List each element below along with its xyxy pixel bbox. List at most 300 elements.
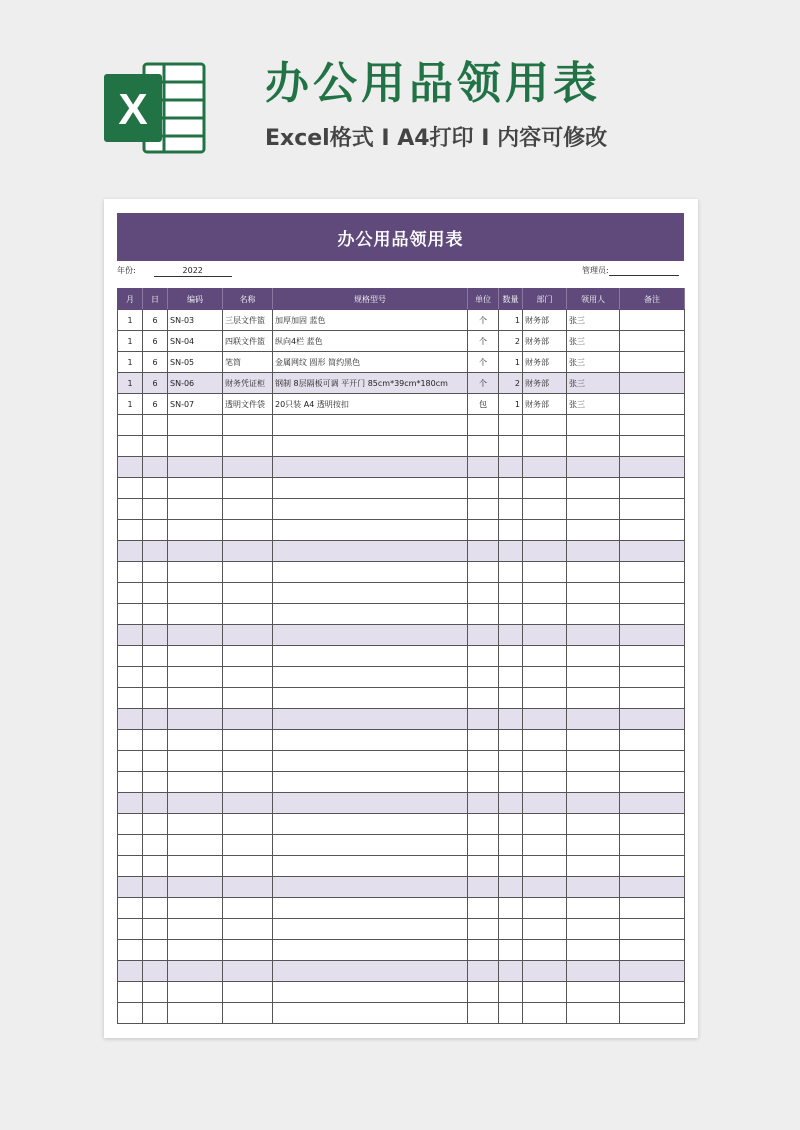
cell-spec[interactable]	[273, 562, 468, 583]
cell-remark[interactable]	[620, 940, 685, 961]
cell-day[interactable]	[143, 520, 168, 541]
cell-month[interactable]	[118, 562, 143, 583]
cell-quantity[interactable]: 2	[499, 373, 523, 394]
cell-unit[interactable]	[468, 499, 499, 520]
cell-month[interactable]	[118, 730, 143, 751]
cell-month[interactable]	[118, 499, 143, 520]
cell-unit[interactable]	[468, 709, 499, 730]
cell-recipient[interactable]	[567, 499, 620, 520]
cell-recipient[interactable]	[567, 415, 620, 436]
cell-month[interactable]	[118, 940, 143, 961]
cell-recipient[interactable]	[567, 982, 620, 1003]
cell-remark[interactable]	[620, 982, 685, 1003]
cell-month[interactable]: 1	[118, 394, 143, 415]
cell-recipient[interactable]	[567, 604, 620, 625]
cell-remark[interactable]	[620, 331, 685, 352]
cell-remark[interactable]	[620, 961, 685, 982]
cell-day[interactable]: 6	[143, 310, 168, 331]
cell-remark[interactable]	[620, 688, 685, 709]
cell-quantity[interactable]	[499, 457, 523, 478]
cell-name[interactable]	[223, 1003, 273, 1024]
cell-day[interactable]	[143, 562, 168, 583]
cell-name[interactable]	[223, 520, 273, 541]
cell-month[interactable]	[118, 898, 143, 919]
cell-quantity[interactable]	[499, 625, 523, 646]
cell-quantity[interactable]	[499, 751, 523, 772]
cell-remark[interactable]	[620, 499, 685, 520]
cell-spec[interactable]	[273, 457, 468, 478]
cell-spec[interactable]	[273, 730, 468, 751]
cell-quantity[interactable]	[499, 415, 523, 436]
cell-month[interactable]	[118, 415, 143, 436]
cell-day[interactable]: 6	[143, 394, 168, 415]
cell-quantity[interactable]: 1	[499, 310, 523, 331]
cell-unit[interactable]	[468, 961, 499, 982]
cell-month[interactable]	[118, 961, 143, 982]
cell-remark[interactable]	[620, 310, 685, 331]
cell-day[interactable]	[143, 751, 168, 772]
cell-remark[interactable]	[620, 919, 685, 940]
cell-remark[interactable]	[620, 373, 685, 394]
cell-unit[interactable]	[468, 667, 499, 688]
cell-recipient[interactable]	[567, 562, 620, 583]
manager-value[interactable]	[609, 265, 679, 276]
cell-spec[interactable]: 纵向4栏 蓝色	[273, 331, 468, 352]
cell-remark[interactable]	[620, 856, 685, 877]
cell-name[interactable]	[223, 772, 273, 793]
cell-month[interactable]	[118, 835, 143, 856]
cell-code[interactable]	[168, 667, 223, 688]
cell-unit[interactable]	[468, 856, 499, 877]
cell-month[interactable]	[118, 688, 143, 709]
cell-day[interactable]	[143, 877, 168, 898]
cell-recipient[interactable]	[567, 898, 620, 919]
cell-recipient[interactable]	[567, 646, 620, 667]
cell-month[interactable]	[118, 541, 143, 562]
cell-code[interactable]	[168, 793, 223, 814]
cell-day[interactable]	[143, 709, 168, 730]
cell-day[interactable]	[143, 982, 168, 1003]
cell-name[interactable]: 三层文件篮	[223, 310, 273, 331]
cell-department[interactable]	[523, 667, 567, 688]
cell-unit[interactable]	[468, 898, 499, 919]
cell-unit[interactable]	[468, 688, 499, 709]
cell-recipient[interactable]	[567, 877, 620, 898]
cell-code[interactable]	[168, 709, 223, 730]
cell-department[interactable]	[523, 478, 567, 499]
cell-department[interactable]	[523, 688, 567, 709]
cell-spec[interactable]	[273, 667, 468, 688]
cell-month[interactable]	[118, 772, 143, 793]
cell-code[interactable]: SN-04	[168, 331, 223, 352]
cell-name[interactable]	[223, 499, 273, 520]
cell-spec[interactable]	[273, 436, 468, 457]
cell-code[interactable]	[168, 1003, 223, 1024]
cell-name[interactable]	[223, 646, 273, 667]
cell-remark[interactable]	[620, 814, 685, 835]
cell-recipient[interactable]: 张三	[567, 394, 620, 415]
cell-department[interactable]	[523, 751, 567, 772]
cell-quantity[interactable]: 1	[499, 352, 523, 373]
cell-unit[interactable]	[468, 625, 499, 646]
cell-remark[interactable]	[620, 877, 685, 898]
cell-department[interactable]: 财务部	[523, 394, 567, 415]
cell-name[interactable]	[223, 625, 273, 646]
cell-recipient[interactable]	[567, 940, 620, 961]
cell-month[interactable]: 1	[118, 373, 143, 394]
cell-day[interactable]	[143, 940, 168, 961]
cell-unit[interactable]	[468, 415, 499, 436]
cell-remark[interactable]	[620, 793, 685, 814]
cell-spec[interactable]	[273, 877, 468, 898]
cell-name[interactable]	[223, 961, 273, 982]
cell-unit[interactable]	[468, 1003, 499, 1024]
cell-name[interactable]	[223, 919, 273, 940]
cell-month[interactable]	[118, 436, 143, 457]
cell-day[interactable]	[143, 1003, 168, 1024]
cell-department[interactable]	[523, 814, 567, 835]
cell-day[interactable]	[143, 835, 168, 856]
cell-spec[interactable]	[273, 709, 468, 730]
cell-unit[interactable]: 个	[468, 331, 499, 352]
cell-code[interactable]: SN-03	[168, 310, 223, 331]
cell-department[interactable]	[523, 541, 567, 562]
cell-remark[interactable]	[620, 457, 685, 478]
cell-month[interactable]	[118, 646, 143, 667]
cell-spec[interactable]	[273, 415, 468, 436]
cell-name[interactable]	[223, 688, 273, 709]
cell-spec[interactable]: 金属网纹 圆形 简约黑色	[273, 352, 468, 373]
cell-unit[interactable]	[468, 646, 499, 667]
cell-code[interactable]	[168, 562, 223, 583]
cell-code[interactable]: SN-06	[168, 373, 223, 394]
cell-recipient[interactable]	[567, 856, 620, 877]
cell-month[interactable]	[118, 751, 143, 772]
cell-spec[interactable]	[273, 604, 468, 625]
cell-spec[interactable]	[273, 478, 468, 499]
cell-spec[interactable]	[273, 961, 468, 982]
cell-month[interactable]	[118, 625, 143, 646]
cell-unit[interactable]	[468, 751, 499, 772]
cell-unit[interactable]	[468, 940, 499, 961]
cell-unit[interactable]	[468, 562, 499, 583]
cell-code[interactable]	[168, 520, 223, 541]
cell-code[interactable]: SN-05	[168, 352, 223, 373]
cell-recipient[interactable]: 张三	[567, 331, 620, 352]
cell-code[interactable]	[168, 415, 223, 436]
cell-unit[interactable]	[468, 814, 499, 835]
cell-spec[interactable]	[273, 940, 468, 961]
cell-unit[interactable]	[468, 583, 499, 604]
cell-month[interactable]: 1	[118, 331, 143, 352]
cell-name[interactable]	[223, 667, 273, 688]
cell-month[interactable]	[118, 982, 143, 1003]
cell-name[interactable]: 笔筒	[223, 352, 273, 373]
cell-department[interactable]	[523, 835, 567, 856]
cell-quantity[interactable]	[499, 604, 523, 625]
cell-code[interactable]	[168, 877, 223, 898]
cell-recipient[interactable]	[567, 835, 620, 856]
cell-remark[interactable]	[620, 352, 685, 373]
cell-code[interactable]	[168, 940, 223, 961]
cell-quantity[interactable]	[499, 709, 523, 730]
cell-day[interactable]	[143, 478, 168, 499]
cell-day[interactable]	[143, 541, 168, 562]
cell-remark[interactable]	[620, 667, 685, 688]
cell-quantity[interactable]	[499, 562, 523, 583]
cell-spec[interactable]	[273, 520, 468, 541]
cell-spec[interactable]: 钢制 8层隔板可调 平开门 85cm*39cm*180cm	[273, 373, 468, 394]
cell-day[interactable]	[143, 898, 168, 919]
cell-name[interactable]	[223, 709, 273, 730]
cell-department[interactable]	[523, 583, 567, 604]
cell-spec[interactable]	[273, 982, 468, 1003]
cell-department[interactable]	[523, 604, 567, 625]
cell-code[interactable]	[168, 457, 223, 478]
cell-recipient[interactable]	[567, 520, 620, 541]
cell-code[interactable]	[168, 583, 223, 604]
cell-day[interactable]: 6	[143, 352, 168, 373]
cell-code[interactable]	[168, 751, 223, 772]
cell-day[interactable]	[143, 856, 168, 877]
cell-department[interactable]	[523, 730, 567, 751]
cell-remark[interactable]	[620, 751, 685, 772]
cell-day[interactable]	[143, 919, 168, 940]
cell-unit[interactable]	[468, 730, 499, 751]
cell-code[interactable]: SN-07	[168, 394, 223, 415]
cell-code[interactable]	[168, 898, 223, 919]
cell-quantity[interactable]	[499, 688, 523, 709]
cell-month[interactable]	[118, 793, 143, 814]
cell-spec[interactable]	[273, 814, 468, 835]
cell-spec[interactable]	[273, 625, 468, 646]
cell-remark[interactable]	[620, 1003, 685, 1024]
cell-unit[interactable]	[468, 436, 499, 457]
cell-name[interactable]	[223, 604, 273, 625]
cell-name[interactable]	[223, 877, 273, 898]
cell-name[interactable]: 透明文件袋	[223, 394, 273, 415]
cell-department[interactable]: 财务部	[523, 373, 567, 394]
cell-day[interactable]	[143, 646, 168, 667]
cell-unit[interactable]	[468, 604, 499, 625]
cell-department[interactable]	[523, 499, 567, 520]
cell-spec[interactable]	[273, 898, 468, 919]
cell-day[interactable]	[143, 772, 168, 793]
cell-code[interactable]	[168, 436, 223, 457]
cell-name[interactable]	[223, 982, 273, 1003]
cell-quantity[interactable]	[499, 1003, 523, 1024]
cell-day[interactable]	[143, 667, 168, 688]
cell-name[interactable]	[223, 793, 273, 814]
cell-name[interactable]	[223, 856, 273, 877]
cell-department[interactable]	[523, 436, 567, 457]
cell-quantity[interactable]	[499, 499, 523, 520]
cell-recipient[interactable]	[567, 751, 620, 772]
cell-day[interactable]	[143, 625, 168, 646]
cell-spec[interactable]	[273, 793, 468, 814]
cell-month[interactable]	[118, 877, 143, 898]
cell-department[interactable]	[523, 625, 567, 646]
cell-spec[interactable]	[273, 646, 468, 667]
cell-day[interactable]	[143, 793, 168, 814]
cell-month[interactable]	[118, 814, 143, 835]
cell-name[interactable]	[223, 436, 273, 457]
cell-month[interactable]	[118, 919, 143, 940]
cell-name[interactable]	[223, 940, 273, 961]
cell-spec[interactable]	[273, 751, 468, 772]
cell-name[interactable]: 四联文件篮	[223, 331, 273, 352]
cell-name[interactable]	[223, 583, 273, 604]
cell-code[interactable]	[168, 730, 223, 751]
cell-department[interactable]	[523, 457, 567, 478]
cell-quantity[interactable]	[499, 583, 523, 604]
cell-name[interactable]	[223, 814, 273, 835]
cell-unit[interactable]	[468, 793, 499, 814]
cell-name[interactable]	[223, 898, 273, 919]
cell-department[interactable]	[523, 562, 567, 583]
cell-unit[interactable]	[468, 541, 499, 562]
cell-spec[interactable]	[273, 919, 468, 940]
cell-recipient[interactable]	[567, 730, 620, 751]
cell-day[interactable]	[143, 961, 168, 982]
cell-spec[interactable]	[273, 856, 468, 877]
cell-quantity[interactable]: 2	[499, 331, 523, 352]
cell-recipient[interactable]	[567, 667, 620, 688]
cell-quantity[interactable]	[499, 919, 523, 940]
cell-name[interactable]	[223, 415, 273, 436]
cell-spec[interactable]	[273, 541, 468, 562]
cell-recipient[interactable]	[567, 625, 620, 646]
cell-remark[interactable]	[620, 709, 685, 730]
cell-department[interactable]	[523, 919, 567, 940]
cell-spec[interactable]	[273, 583, 468, 604]
cell-code[interactable]	[168, 625, 223, 646]
cell-quantity[interactable]	[499, 961, 523, 982]
cell-recipient[interactable]	[567, 688, 620, 709]
cell-unit[interactable]	[468, 457, 499, 478]
cell-day[interactable]	[143, 499, 168, 520]
cell-spec[interactable]: 加厚加固 蓝色	[273, 310, 468, 331]
cell-name[interactable]	[223, 562, 273, 583]
cell-name[interactable]	[223, 835, 273, 856]
cell-month[interactable]	[118, 457, 143, 478]
cell-month[interactable]	[118, 583, 143, 604]
cell-day[interactable]: 6	[143, 331, 168, 352]
cell-department[interactable]	[523, 709, 567, 730]
cell-remark[interactable]	[620, 772, 685, 793]
cell-day[interactable]	[143, 730, 168, 751]
cell-recipient[interactable]	[567, 1003, 620, 1024]
cell-code[interactable]	[168, 772, 223, 793]
cell-unit[interactable]	[468, 982, 499, 1003]
cell-recipient[interactable]	[567, 436, 620, 457]
cell-code[interactable]	[168, 478, 223, 499]
cell-name[interactable]	[223, 541, 273, 562]
cell-unit[interactable]: 个	[468, 352, 499, 373]
cell-recipient[interactable]: 张三	[567, 352, 620, 373]
cell-remark[interactable]	[620, 646, 685, 667]
cell-month[interactable]	[118, 1003, 143, 1024]
cell-quantity[interactable]	[499, 730, 523, 751]
cell-spec[interactable]	[273, 688, 468, 709]
cell-spec[interactable]	[273, 835, 468, 856]
cell-department[interactable]	[523, 961, 567, 982]
cell-department[interactable]: 财务部	[523, 310, 567, 331]
cell-code[interactable]	[168, 646, 223, 667]
cell-name[interactable]	[223, 457, 273, 478]
cell-department[interactable]	[523, 877, 567, 898]
cell-department[interactable]	[523, 793, 567, 814]
cell-department[interactable]	[523, 940, 567, 961]
cell-month[interactable]	[118, 520, 143, 541]
cell-department[interactable]	[523, 1003, 567, 1024]
cell-department[interactable]	[523, 772, 567, 793]
cell-quantity[interactable]	[499, 772, 523, 793]
cell-remark[interactable]	[620, 415, 685, 436]
cell-quantity[interactable]	[499, 982, 523, 1003]
cell-quantity[interactable]	[499, 646, 523, 667]
cell-remark[interactable]	[620, 436, 685, 457]
cell-quantity[interactable]	[499, 667, 523, 688]
cell-name[interactable]	[223, 730, 273, 751]
cell-code[interactable]	[168, 982, 223, 1003]
cell-code[interactable]	[168, 499, 223, 520]
cell-recipient[interactable]	[567, 772, 620, 793]
cell-quantity[interactable]	[499, 940, 523, 961]
cell-unit[interactable]	[468, 520, 499, 541]
cell-quantity[interactable]	[499, 898, 523, 919]
cell-month[interactable]: 1	[118, 352, 143, 373]
cell-month[interactable]: 1	[118, 310, 143, 331]
cell-department[interactable]	[523, 982, 567, 1003]
cell-day[interactable]	[143, 814, 168, 835]
cell-quantity[interactable]	[499, 835, 523, 856]
cell-day[interactable]	[143, 688, 168, 709]
cell-quantity[interactable]	[499, 436, 523, 457]
cell-quantity[interactable]	[499, 793, 523, 814]
cell-quantity[interactable]	[499, 520, 523, 541]
cell-recipient[interactable]	[567, 478, 620, 499]
cell-remark[interactable]	[620, 478, 685, 499]
cell-recipient[interactable]	[567, 919, 620, 940]
cell-recipient[interactable]	[567, 709, 620, 730]
cell-day[interactable]	[143, 457, 168, 478]
cell-name[interactable]: 财务凭证柜	[223, 373, 273, 394]
cell-recipient[interactable]: 张三	[567, 310, 620, 331]
cell-department[interactable]: 财务部	[523, 331, 567, 352]
cell-month[interactable]	[118, 667, 143, 688]
cell-remark[interactable]	[620, 562, 685, 583]
cell-department[interactable]	[523, 520, 567, 541]
cell-code[interactable]	[168, 856, 223, 877]
cell-month[interactable]	[118, 478, 143, 499]
cell-recipient[interactable]	[567, 793, 620, 814]
cell-day[interactable]	[143, 436, 168, 457]
cell-unit[interactable]: 个	[468, 310, 499, 331]
year-value[interactable]: 2022	[154, 265, 232, 277]
cell-day[interactable]	[143, 604, 168, 625]
cell-remark[interactable]	[620, 898, 685, 919]
cell-month[interactable]	[118, 604, 143, 625]
cell-recipient[interactable]	[567, 541, 620, 562]
cell-day[interactable]: 6	[143, 373, 168, 394]
cell-spec[interactable]	[273, 1003, 468, 1024]
cell-code[interactable]	[168, 604, 223, 625]
cell-quantity[interactable]	[499, 856, 523, 877]
cell-day[interactable]	[143, 583, 168, 604]
cell-unit[interactable]	[468, 478, 499, 499]
cell-department[interactable]	[523, 415, 567, 436]
